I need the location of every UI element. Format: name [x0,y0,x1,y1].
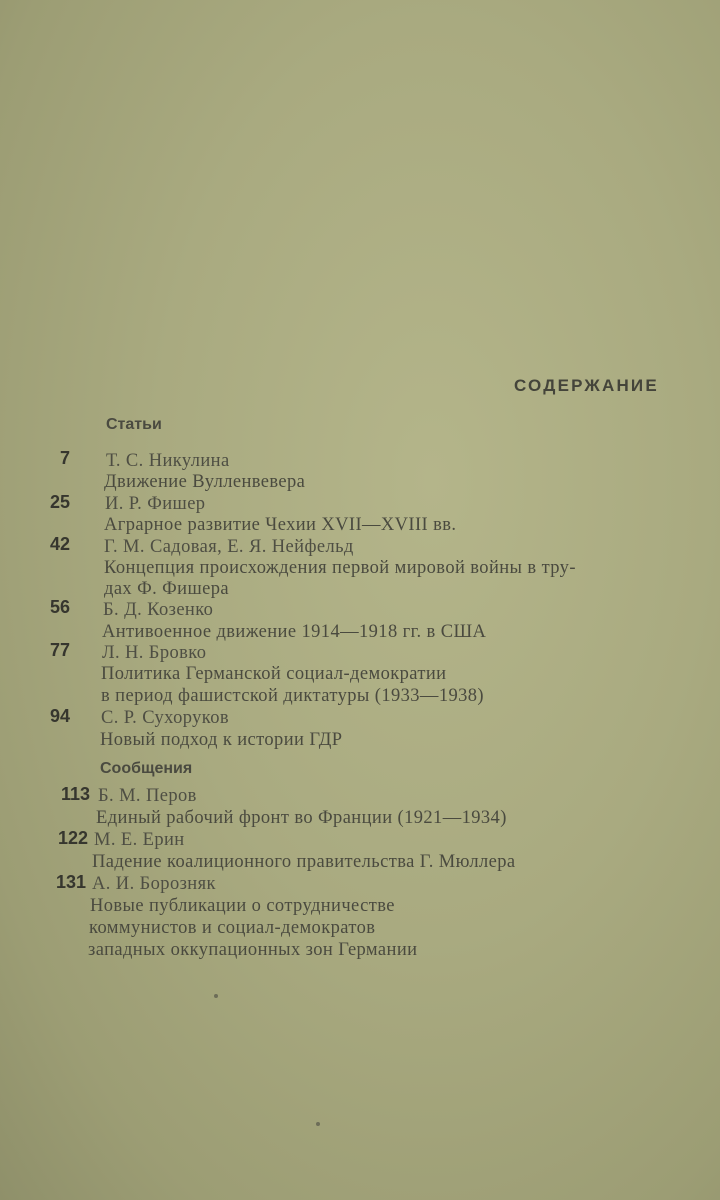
section-heading-reports: Сообщения [100,760,193,777]
entry-page-number: 56 [49,597,70,617]
entry-page-number: 7 [59,448,70,468]
entry-author: Л. Н. Бровко [102,643,207,663]
entry-title-line: Антивоенное движение 1914—1918 гг. в США [102,622,487,642]
entry-title-line: Новые публикации о сотрудничестве [90,896,395,916]
entry-title-line: Единый рабочий фронт во Франции (1921—1934) [96,808,507,828]
entry-page-number: 42 [49,534,70,554]
entry-title-line: Движение Вулленвевера [104,472,306,492]
entry-author: Б. Д. Козенко [103,600,214,620]
entry-title-line: в период фашистской диктатуры (1933—1938) [101,686,484,706]
entry-author: И. Р. Фишер [105,494,206,514]
entry-page-number: 77 [49,640,70,660]
entry-page-number: 122 [57,828,88,848]
entry-page-number: 94 [49,706,70,726]
entry-title-line: Концепция происхождения первой мировой войны в тру- [104,558,576,578]
entry-page-number: 131 [55,872,86,892]
entry-author: С. Р. Сухоруков [101,708,230,728]
entry-author: М. Е. Ерин [94,830,185,850]
entry-title-line: Политика Германской социал-демократии [101,664,447,684]
entry-title-line: западных оккупационных зон Германии [88,940,418,960]
entry-title-line: Падение коалиционного правительства Г. Мюллера [92,852,516,872]
entry-title-line: дах Ф. Фишера [104,579,229,599]
entry-title-line: Новый подход к истории ГДР [100,730,343,750]
entry-author: Г. М. Садовая, Е. Я. Нейфельд [104,537,354,557]
entry-page-number: 25 [49,492,70,512]
entry-title-line: Аграрное развитие Чехии XVII—XVIII вв. [104,515,457,535]
page-title: СОДЕРЖАНИЕ [514,376,659,395]
section-heading-articles: Статьи [106,416,162,433]
entry-author: А. И. Борозняк [92,874,216,894]
entry-author: Т. С. Никулина [106,451,230,471]
entry-page-number: 113 [60,784,90,804]
entry-author: Б. М. Перов [98,786,197,806]
paper-speck [316,1122,320,1126]
paper-speck [214,994,218,998]
entry-title-line: коммунистов и социал-демократов [89,918,376,938]
